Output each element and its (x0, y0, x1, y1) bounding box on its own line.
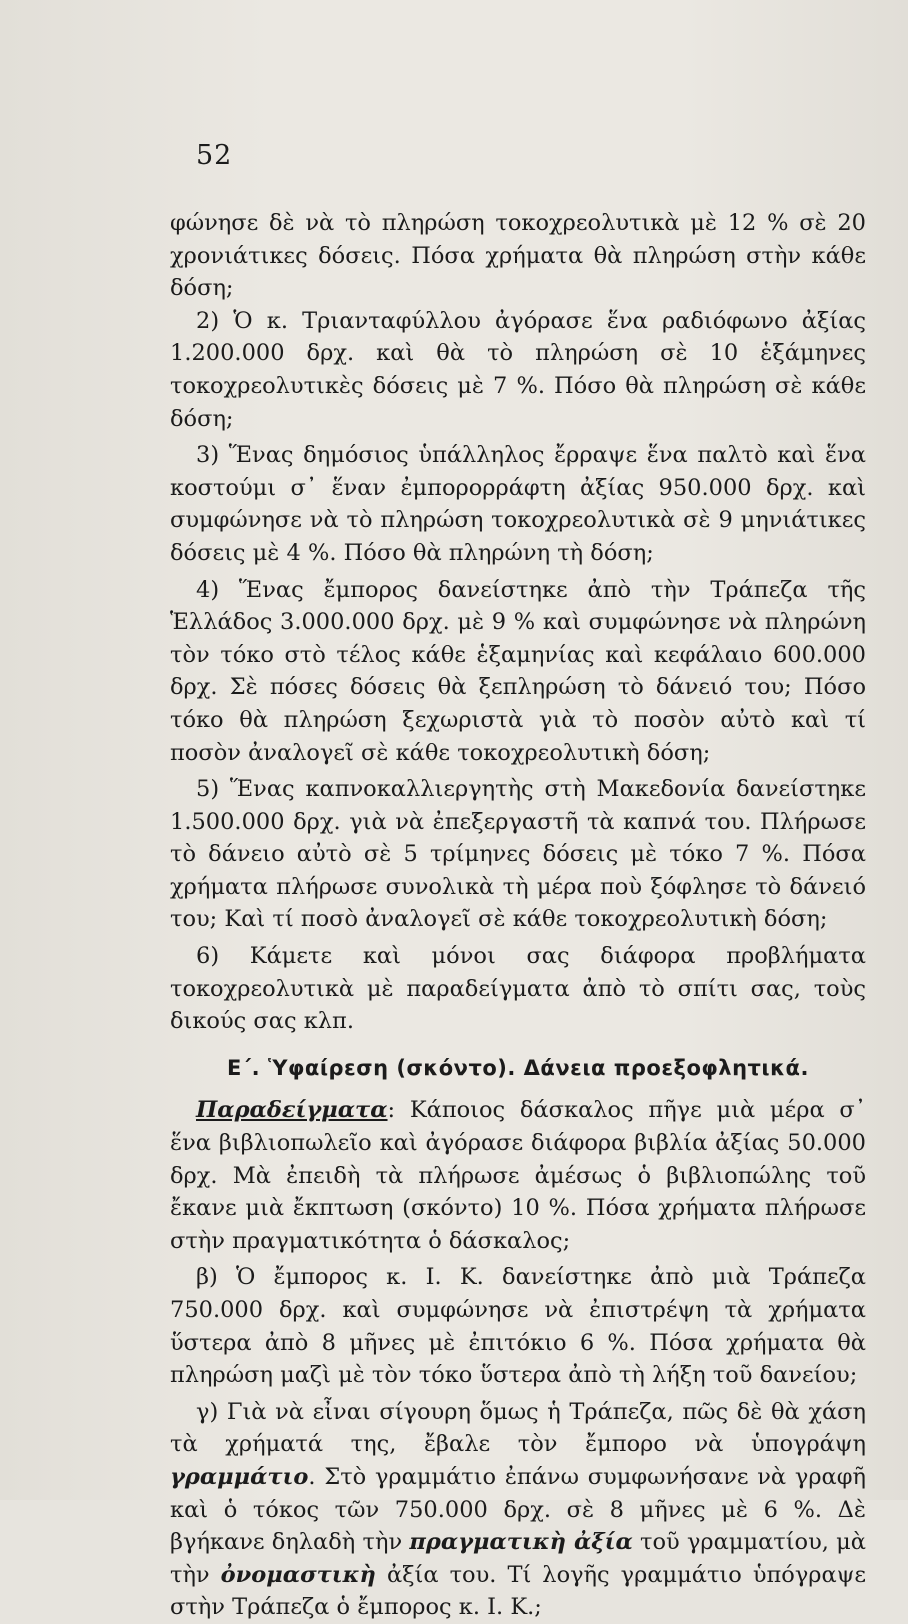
example-g (170, 1396, 866, 1624)
example-g-text-1: γ) Γιὰ νὰ εἶναι σίγουρη ὅμως ἡ Τράπεζα, πῶς δὲ θὰ χάση τὰ χρήματά της, ἔβαλε τὸν ἔμπορο νὰ ὑπογράψη (170, 1398, 866, 1458)
emphasis-nominal: ὀνομαστικὴ (220, 1561, 376, 1588)
example-a (170, 1094, 866, 1257)
page-text (170, 207, 866, 1624)
example-g-text-4: ἀξία του. Τί λογῆς γραμμάτιο ὑπόγραψε στὴν Τράπεζα ὁ ἔμπορος κ. Ι. Κ.; (170, 1561, 867, 1621)
example-a-text: : Κάποιος δάσκαλος πῆγε μιὰ μέρα σ᾿ ἕνα βιβλιοπωλεῖο καὶ ἀγόρασε διάφορα βιβλία ἀξίας 50.000 δρχ. Μὰ ἐπειδὴ τὰ πλήρωσε ἀμέσως ὁ βιβλιοπώλης τοῦ ἔκανε μιὰ ἔκπτωση (σκόντο) 10 %. Πόσα χρήματα πλήρωσε στὴν πραγματικότητα ὁ δάσκαλος; (170, 1097, 866, 1254)
problem-4: 4) Ἕνας ἔμπορος δανείστηκε ἀπὸ τὴν Τράπεζα τῆς Ἑλλάδος 3.000.000 δρχ. μὲ 9 % καὶ συμφώνησε νὰ πληρώνη τὸν τόκο στὸ τέλος κάθε ἑξαμηνίας καὶ κεφάλαιο 600.000 δρχ. Σὲ πόσες δόσεις θὰ ξεπληρώση τὸ δάνειό του; Πόσο τόκο θὰ πληρώση ξεχωριστὰ γιὰ τὸ ποσὸν αὐτὸ καὶ τί ποσὸν ἀναλογεῖ σὲ κάθε τοκοχρεολυτικὴ δόση; (170, 576, 866, 766)
problem-5: 5) Ἕνας καπνοκαλλιεργητὴς στὴ Μακεδονία δανείστηκε 1.500.000 δρχ. γιὰ νὰ ἐπεξεργαστῆ τὰ καπνά του. Πλήρωσε τὸ δάνειο αὐτὸ σὲ 5 τρίμηνες δόσεις μὲ τόκο 7 %. Πόσα χρήματα πλήρωσε συνολικὰ τὴ μέρα ποὺ ξόφλησε τὸ δάνειό του; Καὶ τί ποσὸ ἀναλογεῖ σὲ κάθε τοκοχρεολυτικὴ δόση; (170, 776, 866, 933)
page-number: 52 (196, 140, 233, 171)
example-g-text-2: . Στὸ γραμμάτιο ἐπάνω συμφωνήσανε νὰ γραφῆ καὶ ὁ τόκος τῶν 750.000 δρχ. σὲ 8 μῆνες μὲ 6 %. Δὲ βγήκανε δηλαδὴ τὴν (170, 1463, 866, 1556)
example-label: Παραδείγματα (196, 1097, 388, 1124)
section-heading: Ε΄. Ὑφαίρεση (σκόντο). Δάνεια προεξοφλητικά. (227, 1055, 809, 1080)
emphasis-grammatio: γραμμάτιο (170, 1463, 309, 1490)
paragraph-continuation: φώνησε δὲ νὰ τὸ πληρώση τοκοχρεολυτικὰ μὲ 12 % σὲ 20 χρονιάτικες δόσεις. Πόσα χρήματα θὰ πληρώση στὴν κάθε δόση; (170, 210, 866, 302)
example-g-text-3: τοῦ γραμματίου, μὰ τὴν (170, 1529, 866, 1588)
example-b: β) Ὁ ἔμπορος κ. Ι. Κ. δανείστηκε ἀπὸ μιὰ Τράπεζα 750.000 δρχ. καὶ συμφώνησε νὰ ἐπιστρέψη τὰ χρήματα ὕστερα ἀπὸ 8 μῆνες μὲ ἐπιτόκιο 6 %. Πόσα χρήματα θὰ πληρώση μαζὶ μὲ τὸν τόκο ὕστερα ἀπὸ τὴ λήξη τοῦ δανείου; (170, 1264, 866, 1389)
emphasis-real-value: πραγματικὴ ἀξία (409, 1529, 633, 1556)
problem-6: 6) Κάμετε καὶ μόνοι σας διάφορα προβλήματα τοκοχρεολυτικὰ μὲ παραδείγματα ἀπὸ τὸ σπίτι σας, τοὺς δικούς σας κλπ. (170, 943, 866, 1035)
problem-2: 2) Ὁ κ. Τριανταφύλλου ἀγόρασε ἕνα ραδιόφωνο ἀξίας 1.200.000 δρχ. καὶ θὰ τὸ πληρώση σὲ 10 ἑξάμηνες τοκοχρεολυτικὲς δόσεις μὲ 7 %. Πόσο θὰ πληρώση σὲ κάθε δόση; (170, 307, 866, 432)
problem-3: 3) Ἕνας δημόσιος ὑπάλληλος ἔρραψε ἕνα παλτὸ καὶ ἕνα κοστούμι σ᾿ ἕναν ἐμπορορράφτη ἀξίας 950.000 δρχ. καὶ συμφώνησε νὰ τὸ πληρώση τοκοχρεολυτικὰ σὲ 9 μηνιάτικες δόσεις μὲ 4 %. Πόσο θὰ πληρώνη τὴ δόση; (170, 442, 866, 566)
